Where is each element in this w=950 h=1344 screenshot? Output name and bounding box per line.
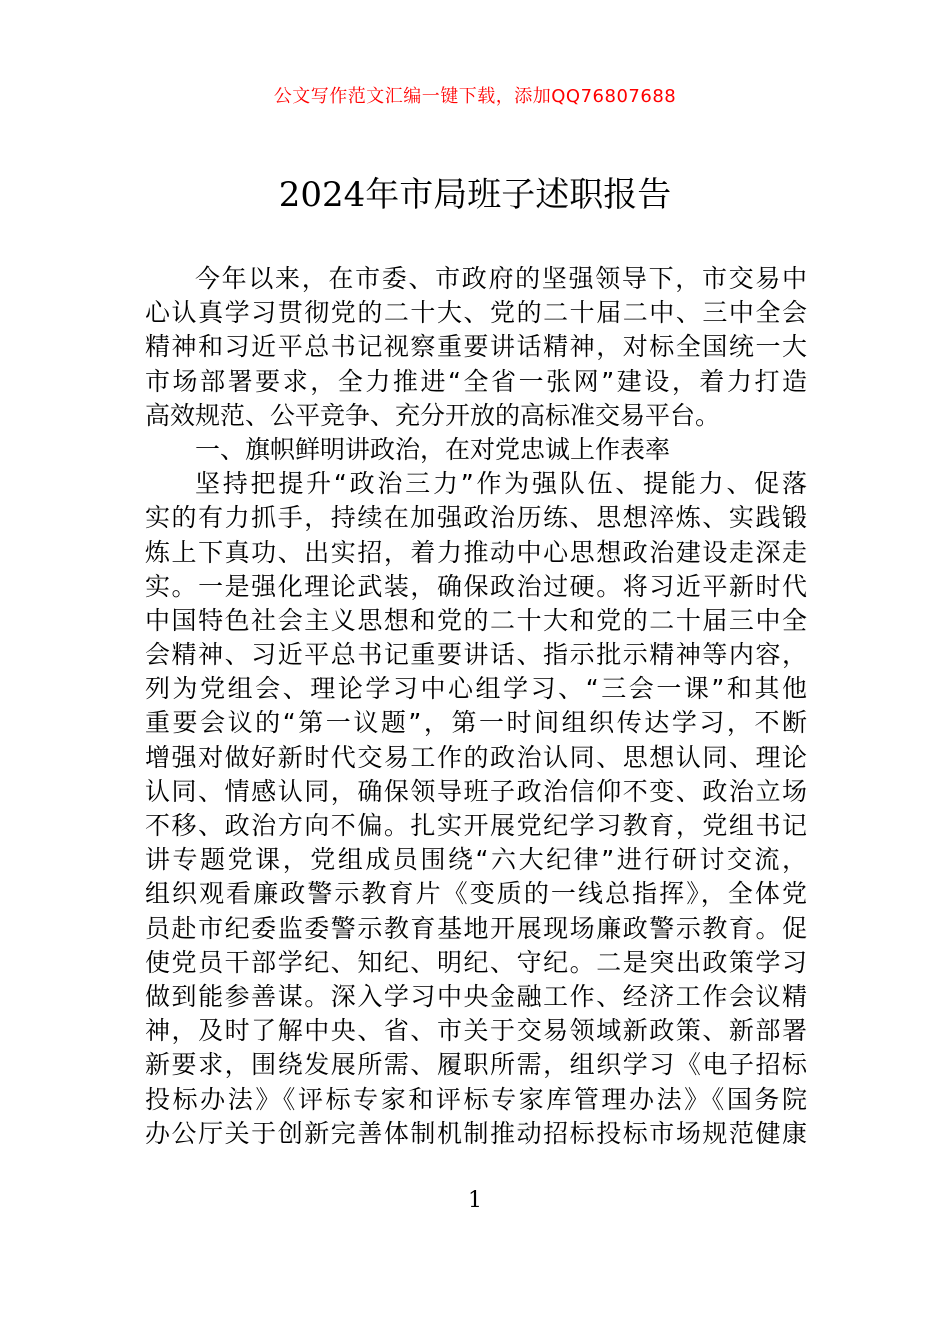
body-line: 炼上下真功、出实招，着力推动中心思想政治建设走深走 (145, 537, 807, 567)
document-title: 2024年市局班子述职报告 (278, 175, 672, 215)
body-line: 认同、情感认同，确保领导班子政治信仰不变、政治立场 (145, 776, 807, 806)
body-line: 精神和习近平总书记视察重要讲话精神，对标全国统一大 (145, 332, 807, 362)
body-line: 使党员干部学纪、知纪、明纪、守纪。二是突出政策学习 (145, 947, 807, 977)
body-line: 中国特色社会主义思想和党的二十大和党的二十届三中全 (145, 605, 807, 635)
body-line: 做到能参善谋。深入学习中央金融工作、经济工作会议精 (145, 981, 807, 1011)
body-line: 投标办法》《评标专家和评标专家库管理办法》《国务院 (145, 1084, 807, 1114)
body-line: 会精神、习近平总书记重要讲话、指示批示精神等内容， (145, 640, 807, 670)
body-line: 坚持把提升“政治三力”作为强队伍、提能力、促落 (195, 469, 807, 499)
body-line: 神，及时了解中央、省、市关于交易领域新政策、新部署 (145, 1016, 807, 1046)
body-line: 新要求，围绕发展所需、履职所需，组织学习《电子招标 (145, 1050, 807, 1080)
body-line: 实的有力抓手，持续在加强政治历练、思想淬炼、实践锻 (145, 503, 807, 533)
body-line: 讲专题党课，党组成员围绕“六大纪律”进行研讨交流， (145, 845, 807, 875)
body-line: 办公厅关于创新完善体制机制推动招标投标市场规范健康 (145, 1118, 807, 1148)
document-body (145, 262, 807, 1151)
body-line: 组织观看廉政警示教育片《变质的一线总指挥》，全体党 (145, 879, 807, 909)
body-line: 员赴市纪委监委警示教育基地开展现场廉政警示教育。促 (145, 913, 807, 943)
body-line: 增强对做好新时代交易工作的政治认同、思想认同、理论 (145, 742, 807, 772)
body-line: 实。一是强化理论武装，确保政治过硬。将习近平新时代 (145, 571, 807, 601)
body-line: 列为党组会、理论学习中心组学习、“三会一课”和其他 (145, 674, 807, 704)
body-line: 市场部署要求，全力推进“全省一张网”建设，着力打造 (145, 366, 807, 396)
body-line: 心认真学习贯彻党的二十大、党的二十届二中、三中全会 (145, 298, 807, 328)
page-number: 1 (468, 1188, 482, 1213)
body-line: 高效规范、公平竞争、充分开放的高标准交易平台。 (145, 400, 721, 430)
body-line: 重要会议的“第一议题”，第一时间组织传达学习，不断 (145, 708, 807, 738)
body-line: 今年以来，在市委、市政府的坚强领导下，市交易中 (195, 264, 807, 293)
body-line: 不移、政治方向不偏。扎实开展党纪学习教育，党组书记 (145, 811, 807, 840)
header-watermark-note: 公文写作范文汇编一键下载，添加QQ76807688 (273, 86, 677, 107)
section-heading: 一、旗帜鲜明讲政治，在对党忠诚上作表率 (195, 434, 671, 464)
